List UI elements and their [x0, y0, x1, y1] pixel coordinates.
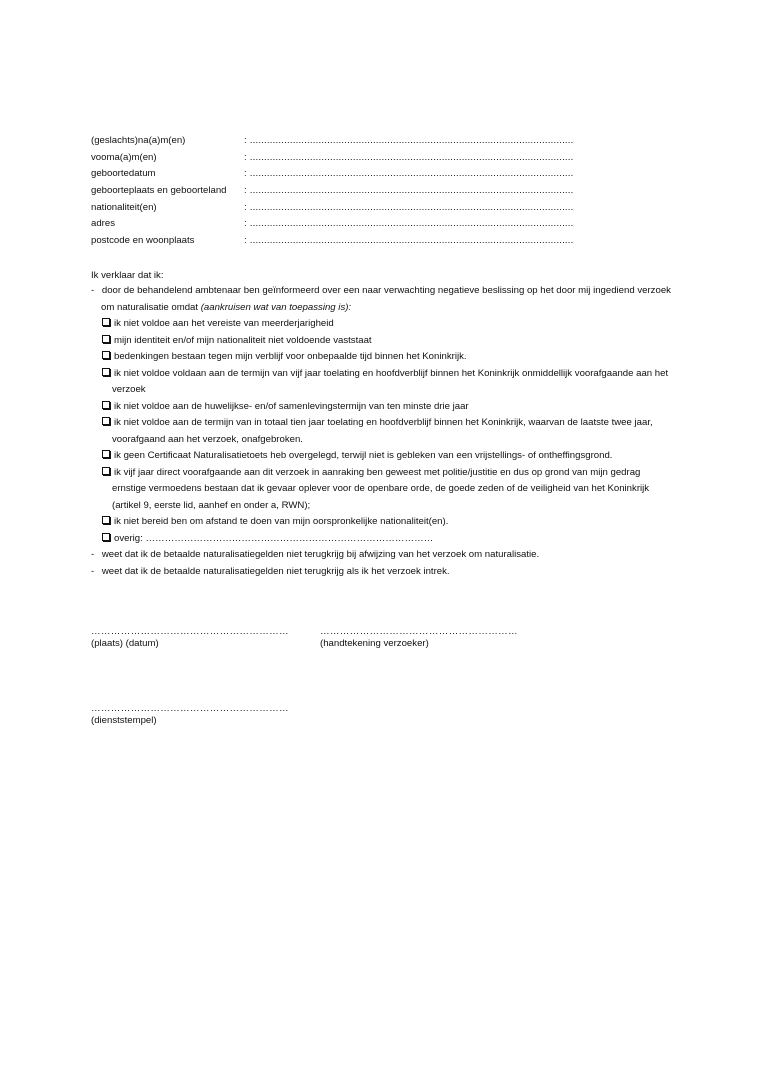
field-blank: : .................................................................................................................	[244, 201, 574, 213]
option-marriage-term[interactable]	[102, 400, 469, 413]
option-label: ik niet voldoe aan het vereiste van meerderjarigheid	[114, 318, 334, 329]
signature-line[interactable]: ……………………………………………………	[320, 626, 518, 637]
option-label: ik niet voldoe aan de termijn van in totaal tien jaar toelating en hoofdverblijf binnen het Koninkrijk, waarvan de laatste twee jaar,	[114, 417, 653, 428]
option-residence-objections[interactable]	[102, 350, 467, 363]
option-label: overig: ………………………………………………………………………………	[114, 532, 434, 544]
field-label: vooma(a)m(en)	[91, 151, 157, 163]
field-label: geboortedatum	[91, 168, 156, 180]
field-blank: : .................................................................................................................	[244, 151, 574, 163]
option-label: ik geen Certificaat Naturalisatietoets heb overgelegd, terwijl niet is gebleken van een vrijstellings- of ontheffingsgrond.	[114, 450, 613, 461]
checkbox-icon[interactable]	[102, 335, 110, 343]
option-underage[interactable]	[102, 317, 334, 330]
checkbox-icon[interactable]	[102, 351, 110, 359]
dash-bullet: -	[91, 565, 95, 577]
place-date-line[interactable]: ……………………………………………………	[91, 626, 289, 637]
option-ten-year-term[interactable]	[102, 416, 653, 429]
checkbox-icon[interactable]	[102, 467, 110, 475]
field-blank: : .................................................................................................................	[244, 218, 574, 230]
checkbox-icon[interactable]	[102, 368, 110, 376]
declaration-text: weet dat ik de betaalde naturalisatiegelden niet terugkrijg als ik het verzoek intrek.	[101, 565, 450, 577]
field-label: (geslachts)na(a)m(en)	[91, 135, 186, 146]
field-label: postcode en woonplaats	[91, 235, 195, 247]
option-label: mijn identiteit en/of mijn nationaliteit niet voldoende vaststaat	[114, 334, 372, 346]
personal-data-fields	[91, 134, 574, 251]
option-renounce-nationality[interactable]	[102, 515, 448, 528]
place-date-label: (plaats) (datum)	[91, 638, 159, 649]
field-date-of-birth	[91, 167, 574, 184]
declaration-text-continued	[101, 301, 351, 314]
option-label-continued: (artikel 9, eerste lid, aanhef en onder a, RWN);	[112, 499, 311, 511]
checkbox-icon[interactable]	[102, 516, 110, 524]
signature-label: (handtekening verzoeker)	[320, 638, 429, 649]
option-label-continued: verzoek	[112, 384, 146, 395]
field-surname	[91, 134, 574, 151]
option-label-continued: ernstige vermoedens bestaan dat ik gevaar oplever voor de openbare orde, de goede zeden of de veiligheid van het Koninkrijk	[112, 483, 650, 494]
declaration-item-informed	[91, 284, 671, 297]
option-five-year-term[interactable]	[102, 367, 668, 380]
field-postcode-city	[91, 234, 574, 251]
field-birthplace-country	[91, 184, 574, 201]
checkbox-icon[interactable]	[102, 533, 110, 541]
stamp-label: (dienststempel)	[91, 715, 157, 726]
declaration-text: weet dat ik de betaalde naturalisatiegelden niet terugkrijg bij afwijzing van het verzoek om naturalisatie.	[101, 549, 540, 560]
checkbox-icon[interactable]	[102, 401, 110, 409]
dash-bullet: -	[91, 549, 95, 560]
option-label: bedenkingen bestaan tegen mijn verblijf voor onbepaalde tijd binnen het Koninkrijk.	[114, 351, 467, 362]
field-label: geboorteplaats en geboorteland	[91, 185, 227, 197]
field-label: adres	[91, 218, 115, 230]
declaration-text: door de behandelend ambtenaar ben geïnformeerd over een naar verwachting negatieve beslissing op het door mij ingediend verzoek	[101, 285, 671, 296]
field-blank: : .................................................................................................................	[244, 135, 574, 146]
field-blank: : .................................................................................................................	[244, 235, 574, 247]
option-label-continued: voorafgaand aan het verzoek, onafgebroken.	[112, 433, 303, 445]
option-police-contact[interactable]	[102, 466, 640, 479]
field-nationality	[91, 201, 574, 218]
instruction-text: (aankruisen wat van toepassing is):	[200, 301, 352, 313]
declaration-item-refund-rejection	[91, 548, 539, 561]
dash-bullet: -	[91, 285, 95, 296]
option-label: ik niet voldoe voldaan aan de termijn van vijf jaar toelating en hoofdverblijf binnen het Koninkrijk onmiddellijk voorafgaande aan het	[114, 367, 669, 379]
checkbox-icon[interactable]	[102, 450, 110, 458]
declaration-intro: Ik verklaar dat ik:	[91, 270, 164, 281]
checkbox-icon[interactable]	[102, 417, 110, 425]
declaration-text: om naturalisatie omdat	[101, 301, 201, 313]
field-label: nationaliteit(en)	[91, 201, 157, 213]
stamp-line[interactable]: ……………………………………………………	[91, 703, 289, 714]
field-given-names	[91, 151, 574, 168]
declaration-item-refund-withdrawal	[91, 565, 450, 578]
option-label: ik niet voldoe aan de huwelijkse- en/of samenlevingstermijn van ten minste drie jaar	[114, 400, 469, 412]
field-blank: : .................................................................................................................	[244, 185, 574, 197]
option-label: ik vijf jaar direct voorafgaande aan dit verzoek in aanraking ben geweest met politie/justitie en dus op grond van mijn gedrag	[114, 466, 641, 478]
checkbox-icon[interactable]	[102, 318, 110, 326]
option-no-certificate[interactable]	[102, 449, 612, 462]
field-blank: : .................................................................................................................	[244, 168, 574, 180]
option-identity[interactable]	[102, 334, 372, 347]
option-other[interactable]	[102, 532, 433, 545]
option-label: ik niet bereid ben om afstand te doen van mijn oorspronkelijke nationaliteit(en).	[114, 516, 449, 527]
field-address	[91, 217, 574, 234]
